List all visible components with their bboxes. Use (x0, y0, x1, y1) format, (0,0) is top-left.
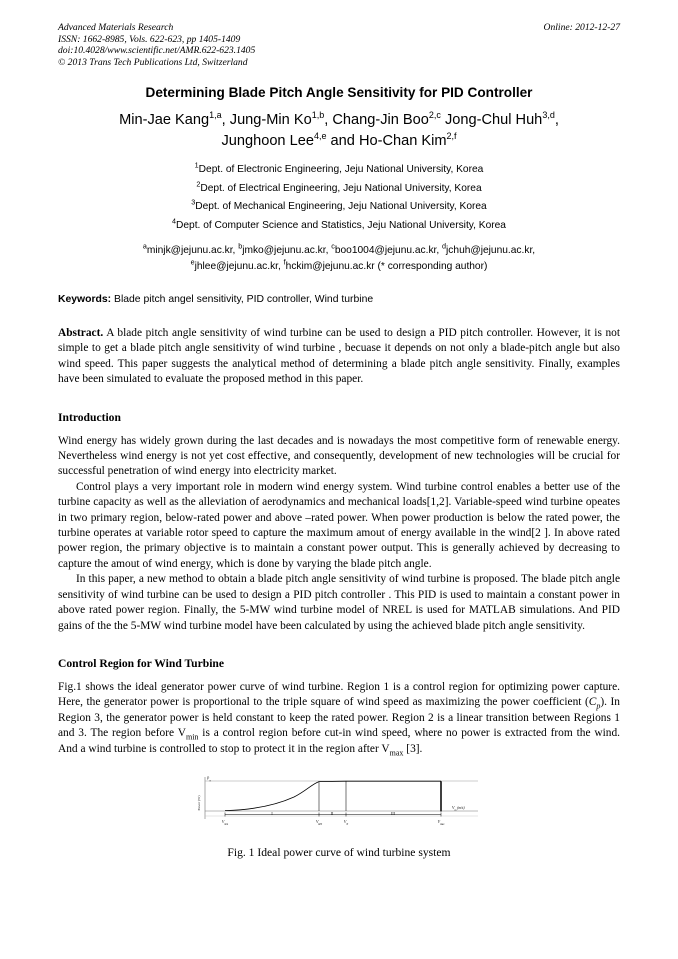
affiliation-marker: 2 (196, 179, 201, 189)
author-affiliation-marker: 3,d (542, 110, 555, 121)
affiliation-text: Dept. of Electrical Engineering, Jeju National University, Korea (200, 182, 482, 194)
figure-tick-vn: $V_N$ (343, 818, 349, 826)
cp-symbol: C (588, 696, 597, 709)
affiliation-item (58, 180, 620, 199)
author-affiliation-marker: 2,c (428, 110, 441, 121)
affiliation-text: Dept. of Electronic Engineering, Jeju National University, Korea (198, 164, 484, 175)
control-region-paragraph (58, 680, 620, 757)
cp-subscript: p (596, 701, 601, 711)
author-affiliation-marker: 2,f (446, 131, 457, 142)
figure-region-label-1: I (271, 812, 273, 817)
journal-header-left (58, 22, 488, 68)
affiliation-marker: 1 (194, 160, 199, 170)
affiliation-item (58, 161, 620, 180)
author-name: Jung-Min Ko (229, 112, 312, 128)
control-region-text-part4: [3]. (403, 742, 423, 755)
keywords-block (58, 293, 620, 307)
author-line-2: Junghoon Lee$^{4,e}$ and Ho-Chan Kim$^{2,f}$ (221, 131, 457, 149)
affiliation-item (58, 217, 620, 236)
journal-header (58, 22, 620, 70)
vmax-subscript: max (389, 747, 404, 757)
introduction-paragraph-2: Control plays a very important role in modern wind energy system. Wind turbine control enables a better use of the turbine capacity as well as the alleviation of aerodynamics and mechanical loads[1,2]. Variable-speed wind turbine opeates in two primary region, below-rated power and above –rated power. When power production is below the rated power, the turbine operates at variable rotor speed to capture the maximum amout of energy available in the wind[2 ]. In above rated power region, the primary objective is to maintain a constant power output. This is generally achieved by decreasing to capture the amout of wind energy, which is done by varying the blade pitch angle. (58, 480, 620, 570)
email-address: minjk@jejunu.ac.kr, (146, 245, 239, 256)
author-affiliation-marker: 1,b (311, 110, 325, 121)
section-heading-control-region: Control Region for Wind Turbine (58, 656, 225, 670)
introduction-paragraph-1: Wind energy has widely grown during the last decades and is nowadays the most competitive form of renewable energy. Nevertheless wind energy is not yet cost effective, and consequently, development of new technologies will be crucial for successful penetration of wind energy into electricity market. (58, 434, 620, 478)
abstract-block (58, 326, 620, 388)
journal-copyright: © 2013 Trans Tech Publications Ltd, Switzerland (58, 56, 248, 68)
affiliation-item (58, 198, 620, 217)
introduction-paragraph-3: In this paper, a new method to obtain a blade pitch angle sensitivity of wind turbine is proposed. The blade pitch angle sensitivity of wind turbine can be used to design a PID pitch controller . This PID is used to maintain a constant power in above rated power region. Finally, the 5-MW wind turbine model of NREL is used for MATLAB simulations. And PID gains of the the 5-MW wind turbine model have been calculated by using the achieved blade pitch angle sensitivity. (58, 573, 620, 632)
vmin-subscript: min (185, 732, 199, 742)
email-address: boo1004@jejunu.ac.kr, (334, 245, 443, 256)
figure-rated-power-label: $P_N$ (207, 776, 211, 782)
figure-tick-labels (222, 819, 445, 826)
abstract-text: A blade pitch angle sensitivity of wind turbine can be used to design a PID pitch controller. However, it is not simple to get a blade pitch angle sensitivity of wind turbine , becuase it depends on not only a blade-pitch angle but also wind speed. This paper suggests the analytical method of determining a blade pitch angle sensitivity. Finally, examples have been simulated to evaluate the proposed method in this paper. (58, 327, 620, 386)
author-affiliation-marker: 4,e (313, 131, 327, 142)
author-name: Chang-Jin Boo (332, 112, 429, 128)
author-name: Jong-Chul Huh (444, 112, 543, 128)
email-marker: f (283, 257, 286, 267)
figure-1-caption: Fig. 1 Ideal power curve of wind turbine system (227, 845, 451, 859)
email-marker: e (190, 257, 195, 267)
author-line-1: Min-Jae Kang$^{1,a}$, Jung-Min Ko$^{1,b}$, Chang-Jin Boo$^{2,c}$ Jong-Chul Huh$^{3,d}$, (119, 110, 559, 128)
abstract-label: Abstract. (58, 327, 104, 339)
author-name: Min-Jae Kang (119, 112, 210, 128)
figure-tick-vmax: $V_{max}$ (437, 818, 445, 826)
email-marker: c (331, 241, 335, 251)
author-name: Ho-Chan Kim (358, 133, 447, 149)
journal-name: Advanced Materials Research (58, 22, 174, 33)
affiliation-marker: 3 (191, 197, 196, 207)
figure-x-axis-label: $V_m$ (m/s) (452, 804, 465, 812)
journal-doi: doi:10.4028/www.scientific.net/AMR.622-623.1405 (58, 45, 256, 57)
section-heading-introduction: Introduction (58, 410, 121, 424)
figure-tick-vmin: $V_{min}$ (221, 818, 229, 826)
email-address: hckim@jejunu.ac.kr (* corresponding author) (285, 260, 488, 272)
email-marker: a (142, 241, 147, 251)
keywords-label: Keywords: (58, 294, 112, 305)
affiliation-text: Dept. of Mechanical Engineering, Jeju National University, Korea (195, 201, 487, 212)
figure-region-label-3: III (391, 812, 395, 817)
figure-region-label-2: II (330, 812, 334, 817)
page-title: Determining Blade Pitch Angle Sensitivity for PID Controller (145, 85, 533, 100)
figure-tick-vomegan: $V_{\Omega N}$ (315, 818, 323, 826)
email-list (58, 243, 620, 274)
page-content (58, 22, 620, 860)
figure-1 (58, 773, 620, 860)
power-curve-svg (194, 773, 484, 835)
author-name: Junghoon Lee (221, 133, 314, 149)
email-address: jhlee@jejunu.ac.kr, (194, 260, 284, 272)
affiliation-text: Dept. of Computer Science and Statistics, Jeju National University, Korea (176, 219, 506, 231)
figure-y-axis-label: Power (W) (197, 795, 201, 811)
figure-power-curve (225, 781, 346, 810)
email-line-2 (58, 259, 620, 275)
affiliation-marker: 4 (172, 216, 177, 226)
email-line-1 (58, 243, 620, 259)
author-affiliation-marker: 1,a (209, 110, 222, 121)
keywords-value: Blade pitch angel sensitivity, PID controller, Wind turbine (114, 294, 374, 305)
journal-issn: ISSN: 1662-8985, Vols. 622-623, pp 1405-1409 (58, 33, 241, 45)
email-marker: b (238, 241, 243, 251)
email-marker: d (442, 241, 447, 251)
control-region-text-part2: ). In Region 3, the generator power is held constant to keep the rated power. Region 2 is a linear transition between Regions 1 and 3. The region before V (58, 696, 620, 740)
author-list (58, 110, 620, 152)
control-region-text-part3: is a control region before cut-in wind speed, where no power is extracted from the wind. And a wind turbine is controlled to stop to protect it in the region after V (58, 727, 620, 755)
email-address: jchuh@jejunu.ac.kr, (446, 245, 536, 256)
control-region-text-part1: Fig.1 shows the ideal generator power curve of wind turbine. Region 1 is a control region for optimizing power capture. Here, the generator power is proportional to the triple square of wind speed as maximizing the power coefficient ( (58, 680, 620, 709)
figure-1-graphic (194, 773, 484, 835)
affiliation-list (58, 161, 620, 235)
online-date: Online: 2012-12-27 (543, 22, 620, 33)
email-address: jmko@jejunu.ac.kr, (242, 245, 332, 256)
